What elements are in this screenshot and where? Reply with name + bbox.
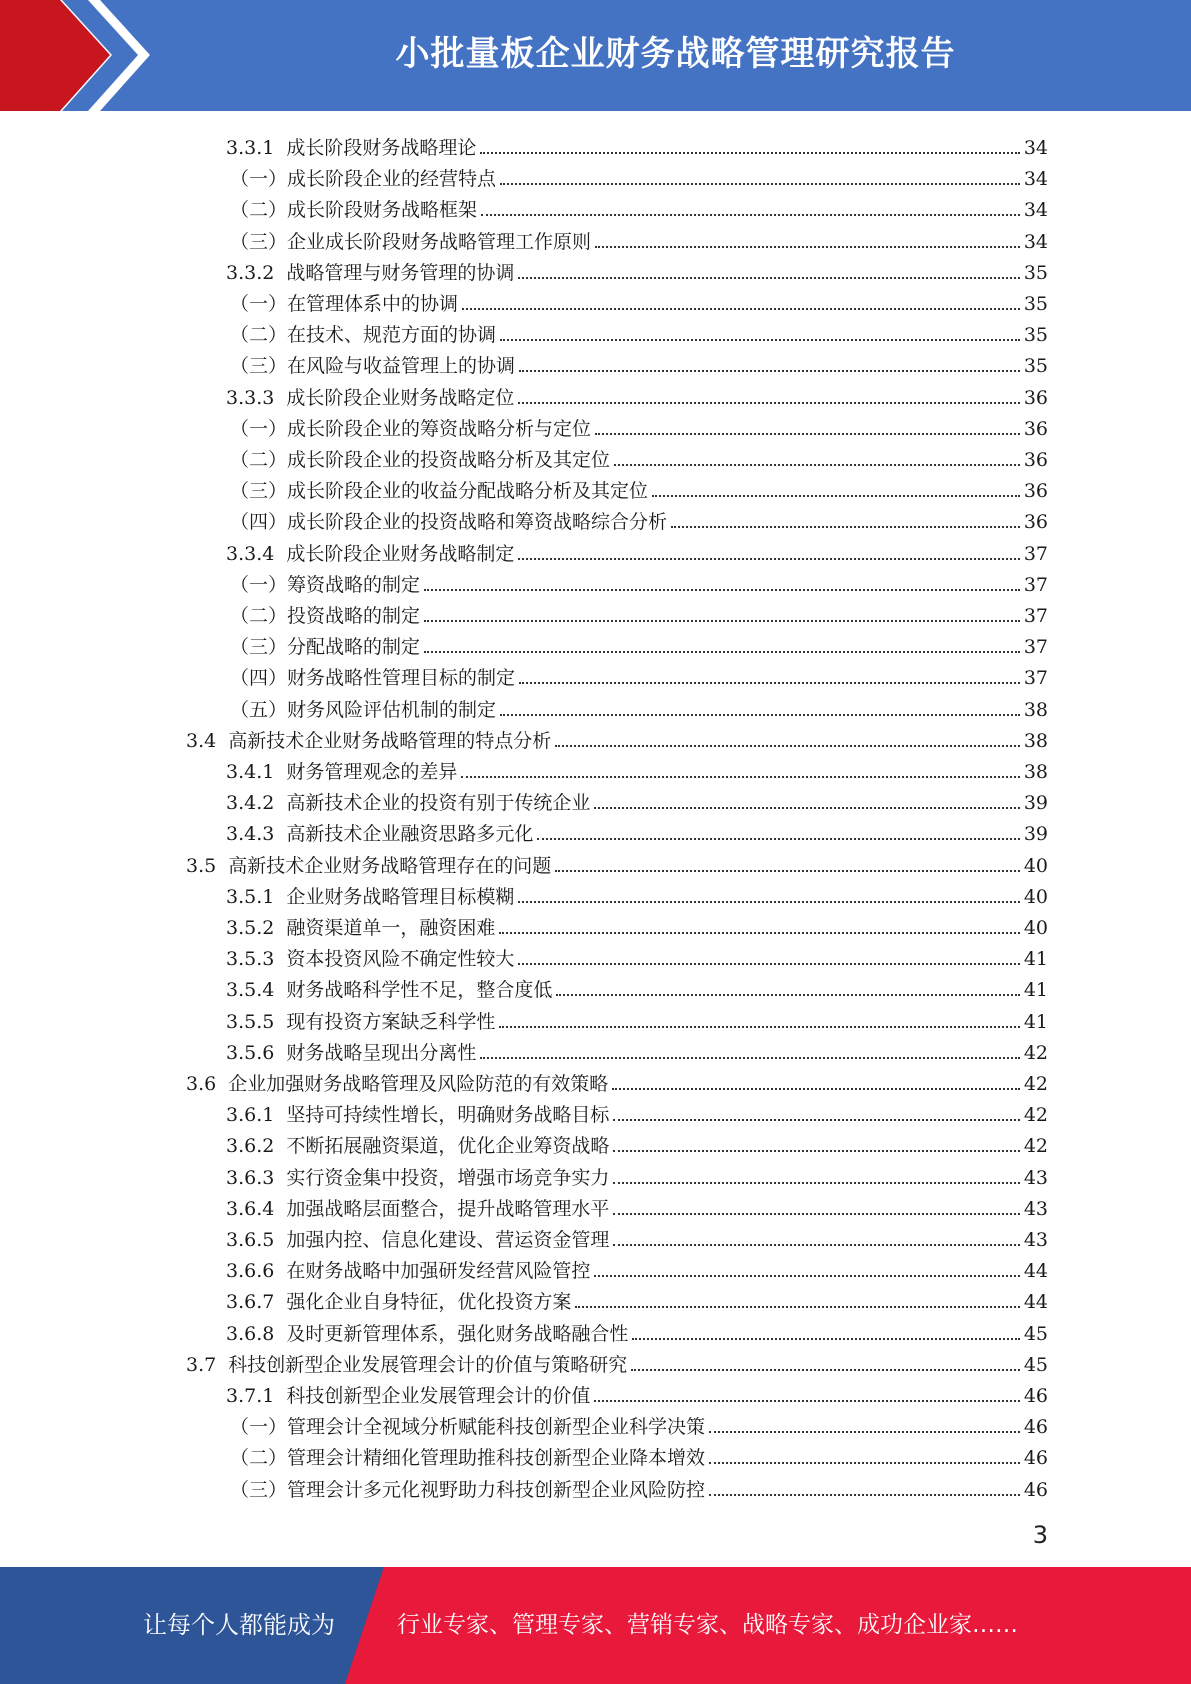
toc-entry[interactable] [230,223,1048,254]
toc-entry-page: 38 [1023,698,1048,721]
toc-entry[interactable] [226,535,1048,566]
toc-entry-label: 3.7.1 科技创新型企业发展管理会计的价值 [226,1385,591,1407]
toc-entry-label: 3.3.3 成长阶段企业财务战略定位 [226,386,515,409]
toc-entry-page: 36 [1023,386,1048,409]
toc-entry-label: 3.5.1 企业财务战略管理目标模糊 [226,885,515,908]
toc-entry-page: 45 [1023,1353,1048,1376]
toc-entry-label: 3.6.7 强化企业自身特征，优化投资方案 [226,1291,572,1314]
toc-entry[interactable] [226,1315,1048,1346]
toc-leader-dots [499,932,1019,934]
toc-entry-label: （一）成长阶段企业的筹资战略分析与定位 [230,417,592,440]
toc-entry[interactable] [230,659,1048,690]
toc-entry[interactable] [226,1096,1048,1127]
toc-entry-page: 36 [1023,480,1048,503]
toc-entry[interactable] [226,1190,1048,1221]
toc-entry[interactable] [230,441,1048,472]
toc-entry[interactable] [226,784,1048,815]
toc-leader-dots [518,901,1019,903]
toc-entry-page: 43 [1023,1166,1048,1189]
toc-entry-page: 36 [1023,449,1048,471]
toc-entry[interactable] [230,1471,1048,1502]
toc-entry-page: 40 [1023,917,1048,939]
toc-entry-label: （五）财务风险评估机制的制定 [230,698,497,721]
toc-entry[interactable] [226,753,1048,784]
toc-leader-dots [555,870,1020,872]
toc-leader-dots [575,1306,1019,1308]
toc-entry-page: 37 [1023,605,1048,627]
toc-leader-dots [594,1275,1019,1277]
toc-entry[interactable] [230,410,1048,441]
toc-leader-dots [537,838,1019,840]
toc-entry-label: （四）财务战略性管理目标的制定 [230,667,516,690]
toc-entry-label: （二）管理会计精细化管理助推科技创新型企业降本增效 [230,1447,706,1470]
toc-leader-dots [613,1213,1019,1215]
toc-entry-page: 35 [1023,355,1048,378]
toc-entry-page: 35 [1023,261,1048,284]
toc-leader-dots [424,620,1020,622]
toc-entry-label: 3.6.4 加强战略层面整合，提升战略管理水平 [226,1197,610,1220]
toc-entry[interactable] [230,472,1048,503]
toc-leader-dots [481,214,1020,216]
toc-entry-page: 42 [1023,1135,1048,1158]
toc-leader-dots [480,152,1019,154]
toc-entry-label: （三）成长阶段企业的收益分配战略分析及其定位 [230,480,649,503]
toc-entry[interactable] [226,878,1048,909]
toc-entry[interactable] [230,347,1048,378]
toc-leader-dots [500,339,1020,341]
toc-entry-page: 42 [1023,1041,1048,1064]
toc-entry[interactable] [226,1127,1048,1158]
toc-leader-dots [462,308,1020,310]
toc-entry-label: 3.6 企业加强财务战略管理及风险防范的有效策略 [186,1073,609,1095]
toc-entry[interactable] [226,1159,1048,1190]
toc-entry[interactable] [226,815,1048,846]
toc-entry-page: 41 [1023,979,1048,1002]
toc-entry[interactable] [226,1034,1048,1065]
toc-leader-dots [709,1431,1020,1433]
toc-entry-page: 43 [1023,1197,1048,1220]
toc-entry-page: 44 [1023,1291,1048,1314]
toc-entry-label: 3.3.2 战略管理与财务管理的协调 [226,261,515,284]
toc-entry-label: 3.5.5 现有投资方案缺乏科学性 [226,1010,496,1033]
page-footer [0,1567,1191,1684]
toc-entry-label: 3.6.3 实行资金集中投资，增强市场竞争实力 [226,1166,610,1189]
toc-leader-dots [612,1088,1020,1090]
toc-entry[interactable] [226,129,1048,160]
toc-entry-label: （二）投资战略的制定 [230,605,421,627]
toc-entry[interactable] [186,847,1048,878]
footer-slogan: 让每个人都能成为 [143,1611,335,1639]
toc-entry-page: 38 [1023,761,1048,783]
toc-entry-page: 41 [1023,1010,1048,1033]
toc-entry[interactable] [226,1377,1048,1408]
toc-entry-label: （二）在技术、规范方面的协调 [230,324,497,347]
toc-entry-label: 3.5.2 融资渠道单一，融资困难 [226,917,496,939]
toc-leader-dots [500,714,1020,716]
toc-entry-page: 40 [1023,885,1048,908]
toc-entry-label: 3.5.6 财务战略呈现出分离性 [226,1041,477,1064]
toc-entry-page: 37 [1023,636,1048,659]
toc-entry-label: （四）成长阶段企业的投资战略和筹资战略综合分析 [230,511,668,534]
toc-leader-dots [555,745,1020,747]
toc-leader-dots [632,1338,1019,1340]
toc-leader-dots [595,246,1020,248]
toc-leader-dots [613,1119,1019,1121]
toc-leader-dots [614,464,1020,466]
toc-entry-label: （一）在管理体系中的协调 [230,293,459,315]
toc-leader-dots [594,807,1019,809]
toc-entry[interactable] [230,1408,1048,1439]
toc-entry-label: 3.6.8 及时更新管理体系，强化财务战略融合性 [226,1322,629,1345]
toc-entry[interactable] [230,628,1048,659]
toc-entry-page: 40 [1023,854,1048,877]
toc-entry-label: （一）管理会计全视域分析赋能科技创新型企业科学决策 [230,1416,706,1439]
toc-entry-label: 3.3.1 成长阶段财务战略理论 [226,137,477,159]
toc-leader-dots [519,682,1020,684]
toc-entry-page: 39 [1023,792,1048,815]
toc-entry-label: 3.4.1 财务管理观念的差异 [226,761,458,783]
toc-entry-page: 44 [1023,1260,1048,1283]
toc-entry-page: 35 [1023,324,1048,347]
toc-entry-page: 34 [1023,168,1048,191]
toc-entry-page: 35 [1023,293,1048,315]
toc-entry[interactable] [230,597,1048,628]
toc-entry[interactable] [230,691,1048,722]
toc-leader-dots [480,1057,1019,1059]
toc-entry-label: 3.6.1 坚持可持续性增长，明确财务战略目标 [226,1104,610,1127]
toc-leader-dots [594,1400,1019,1402]
toc-entry-label: （二）成长阶段财务战略框架 [230,199,478,222]
toc-leader-dots [519,370,1020,372]
toc-entry[interactable] [226,909,1048,940]
toc-entry-page: 41 [1023,948,1048,971]
toc-entry-label: 3.5.4 财务战略科学性不足，整合度低 [226,979,553,1002]
toc-entry-page: 46 [1023,1478,1048,1501]
page-number: 3 [1032,1521,1048,1549]
toc-leader-dots [709,1494,1020,1496]
toc-leader-dots [613,1150,1019,1152]
toc-leader-dots [424,651,1020,653]
toc-entry-page: 43 [1023,1229,1048,1251]
toc-leader-dots [518,558,1019,560]
toc-entry-page: 46 [1023,1447,1048,1470]
toc-entry[interactable] [230,503,1048,534]
toc-entry[interactable] [230,160,1048,191]
toc-entry-label: 3.4.3 高新技术企业融资思路多元化 [226,823,534,846]
toc-entry-label: （一）筹资战略的制定 [230,573,421,596]
toc-entry[interactable] [226,940,1048,971]
toc-entry[interactable] [230,1439,1048,1470]
report-title: 小批量板企业财务战略管理研究报告 [395,34,956,74]
toc-entry-label: 3.4.2 高新技术企业的投资有别于传统企业 [226,792,591,815]
toc-entry-page: 34 [1023,230,1048,253]
toc-entry[interactable] [230,285,1048,316]
toc-entry-label: （一）成长阶段企业的经营特点 [230,168,497,191]
toc-leader-dots [500,183,1020,185]
page-header [0,0,1191,111]
toc-leader-dots [595,433,1020,435]
toc-leader-dots [518,402,1019,404]
toc-entry-page: 34 [1023,137,1048,159]
toc-entry-label: 3.6.2 不断拓展融资渠道，优化企业筹资战略 [226,1135,610,1158]
toc-entry-page: 39 [1023,823,1048,846]
toc-entry-page: 36 [1023,511,1048,534]
toc-leader-dots [556,994,1019,996]
toc-entry-page: 42 [1023,1073,1048,1095]
toc-entry[interactable] [226,1283,1048,1314]
toc-leader-dots [671,526,1020,528]
toc-entry-page: 37 [1023,667,1048,690]
toc-entry-label: 3.6.5 加强内控、信息化建设、营运资金管理 [226,1229,610,1251]
toc-leader-dots [709,1462,1020,1464]
toc-entry-label: 3.5.3 资本投资风险不确定性较大 [226,948,515,971]
toc-entry-label: （三）管理会计多元化视野助力科技创新型企业风险防控 [230,1478,706,1501]
footer-tagline: 行业专家、管理专家、营销专家、战略专家、成功企业家…… [397,1612,1018,1638]
toc-entry-label: （三）企业成长阶段财务战略管理工作原则 [230,230,592,253]
toc-entry[interactable] [226,1252,1048,1283]
toc-leader-dots [499,1026,1019,1028]
toc-entry[interactable] [186,1346,1048,1377]
toc-leader-dots [461,776,1019,778]
toc-entry[interactable] [186,722,1048,753]
toc-entry[interactable] [226,1003,1048,1034]
toc-entry-label: 3.7 科技创新型企业发展管理会计的价值与策略研究 [186,1353,628,1376]
toc-entry[interactable] [226,1221,1048,1252]
toc-entry[interactable] [186,1065,1048,1096]
toc-leader-dots [613,1244,1019,1246]
toc-entry-page: 46 [1023,1416,1048,1439]
toc-entry-page: 46 [1023,1385,1048,1407]
toc-leader-dots [652,495,1020,497]
toc-entry[interactable] [230,566,1048,597]
toc-entry[interactable] [230,191,1048,222]
toc-entry-label: 3.5 高新技术企业财务战略管理存在的问题 [186,854,552,877]
toc-entry-page: 36 [1023,417,1048,440]
toc-entry-page: 42 [1023,1104,1048,1127]
header-arrow-decoration [0,0,160,111]
toc-entry-page: 38 [1023,729,1048,752]
toc-entry[interactable] [230,316,1048,347]
toc-entry[interactable] [226,254,1048,285]
toc-leader-dots [424,589,1020,591]
toc-entry-page: 45 [1023,1322,1048,1345]
toc-entry-page: 37 [1023,573,1048,596]
toc-entry-label: （三）分配战略的制定 [230,636,421,659]
toc-leader-dots [631,1369,1020,1371]
toc-leader-dots [518,277,1019,279]
toc-entry-label: 3.6.6 在财务战略中加强研发经营风险管控 [226,1260,591,1283]
toc-entry-page: 37 [1023,542,1048,565]
toc-leader-dots [518,963,1019,965]
toc-entry-label: 3.4 高新技术企业财务战略管理的特点分析 [186,729,552,752]
toc-entry-label: （二）成长阶段企业的投资战略分析及其定位 [230,449,611,471]
toc-entry-label: 3.3.4 成长阶段企业财务战略制定 [226,542,515,565]
toc-leader-dots [613,1182,1019,1184]
toc-entry-label: （三）在风险与收益管理上的协调 [230,355,516,378]
toc-entry-page: 34 [1023,199,1048,222]
toc-entry[interactable] [226,379,1048,410]
toc-entry[interactable] [226,971,1048,1002]
